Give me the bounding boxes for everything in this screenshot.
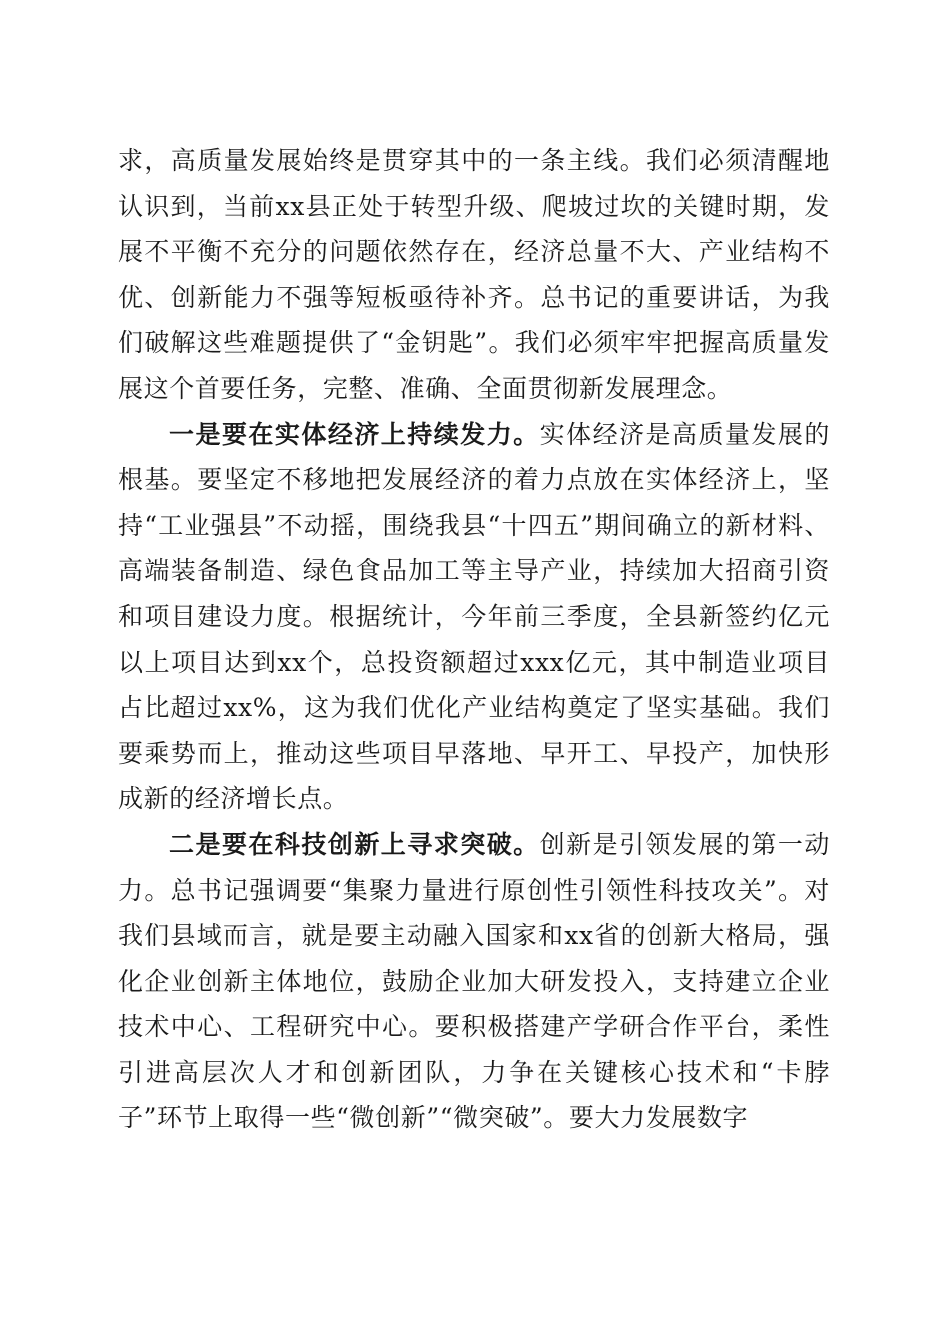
- document-body: [118, 138, 830, 1141]
- paragraph-text: 求，高质量发展始终是贯穿其中的一条主线。我们必须清醒地认识到，当前xx县正处于转型升级、爬坡过坎的关键时期，发展不平衡不充分的问题依然存在，经济总量不大、产业结构不优、创新能力不强等短板亟待补齐。总书记的重要讲话，为我们破解这些难题提供了“金钥匙”。我们必须牢牢把握高质量发展这个首要任务，完整、准确、全面贯彻新发展理念。: [118, 146, 830, 403]
- paragraph-real-economy: [118, 412, 830, 822]
- paragraph-text: 实体经济是高质量发展的根基。要坚定不移地把发展经济的着力点放在实体经济上，坚持“工业强县”不动摇，围绕我县“十四五”期间确立的新材料、高端装备制造、绿色食品加工等主导产业，持续加大招商引资和项目建设力度。根据统计，今年前三季度，全县新签约亿元以上项目达到xx个，总投资额超过xxx亿元，其中制造业项目占比超过xx%，这为我们优化产业结构奠定了坚实基础。我们要乘势而上，推动这些项目早落地、早开工、早投产，加快形成新的经济增长点。: [118, 419, 831, 814]
- paragraph-lead-heading: 二是要在科技创新上寻求突破。: [169, 829, 540, 859]
- paragraph-continuation: [118, 138, 830, 412]
- paragraph-lead-heading: 一是要在实体经济上持续发力。: [169, 419, 540, 449]
- paragraph-text: 创新是引领发展的第一动力。总书记强调要“集聚力量进行原创性引领性科技攻关”。对我们县域而言，就是要主动融入国家和xx省的创新大格局，强化企业创新主体地位，鼓励企业加大研发投入，支持建立企业技术中心、工程研究中心。要积极搭建产学研合作平台，柔性引进高层次人才和创新团队，力争在关键核心技术和“卡脖子”环节上取得一些“微创新”“微突破”。要大力发展数字: [118, 829, 831, 1133]
- paragraph-tech-innovation: [118, 822, 830, 1141]
